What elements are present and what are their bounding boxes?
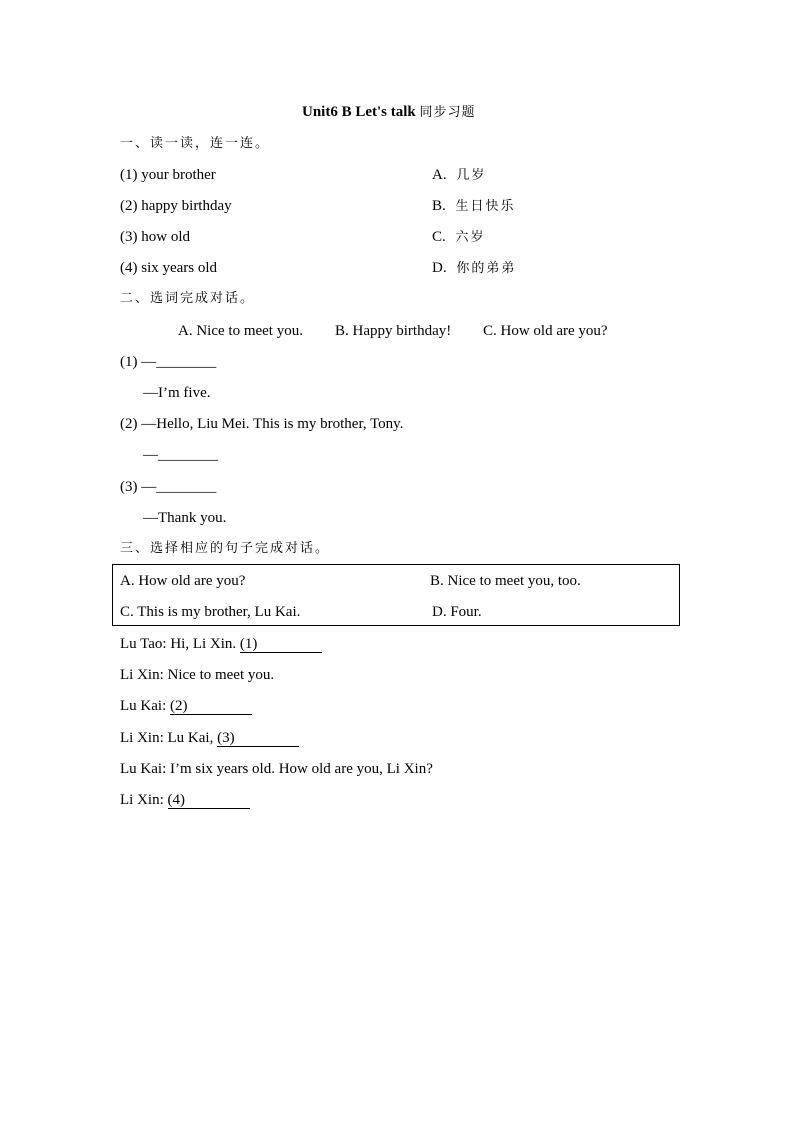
match-right-c (432, 228, 486, 247)
match-left-3: (3) how old (120, 229, 190, 245)
dialogue2-line-2: —I’m five. (143, 385, 211, 401)
dialogue3-line-6 (120, 791, 250, 809)
title-suffix: 同步习题 (419, 105, 476, 120)
match-left-2: (2) happy birthday (120, 198, 232, 214)
match-right-a-text: 几岁 (456, 168, 487, 183)
dialogue2-line-5: (3) —________ (120, 479, 217, 495)
option-b: B. Happy birthday! (335, 323, 452, 339)
dialogue3-line-1 (120, 635, 322, 653)
match-left-1: (1) your brother (120, 167, 216, 183)
match-right-a-label: A. (432, 167, 447, 183)
title-main: Unit6 B Let's talk (302, 104, 416, 120)
dialogue3-line-1-text: Lu Tao: Hi, Li Xin. (120, 636, 240, 652)
dialogue2-line-4: —________ (143, 447, 218, 463)
answer-blank-4[interactable]: (4) (168, 792, 250, 809)
page-title (302, 103, 476, 122)
match-right-b-text: 生日快乐 (455, 199, 516, 214)
dialogue3-line-5-text: Lu Kai: I’m six years old. How old are you, Li Xin? (120, 761, 433, 777)
dialogue3-line-2 (120, 666, 274, 684)
match-right-b (432, 197, 516, 216)
box-option-a: A. How old are you? (120, 573, 246, 589)
dialogue3-line-3-text: Lu Kai: (120, 698, 170, 714)
match-right-c-label: C. (432, 229, 446, 245)
box-option-b: B. Nice to meet you, too. (430, 573, 581, 589)
answer-blank-3[interactable]: (3) (217, 730, 299, 747)
dialogue3-line-2-text: Li Xin: Nice to meet you. (120, 667, 275, 683)
match-right-d (432, 259, 516, 278)
match-left-4: (4) six years old (120, 260, 218, 276)
box-option-d: D. Four. (432, 604, 482, 620)
dialogue3-line-4-text: Li Xin: Lu Kai, (120, 730, 218, 746)
section3-heading: 三、选择相应的句子完成对话。 (120, 541, 331, 556)
option-c: C. How old are you? (483, 323, 608, 339)
dialogue3-line-5 (120, 760, 433, 778)
answer-blank-1[interactable]: (1) (240, 636, 322, 653)
box-option-c: C. This is my brother, Lu Kai. (120, 604, 301, 620)
dialogue3-line-6-text: Li Xin: (120, 792, 168, 808)
dialogue2-line-1: (1) —________ (120, 354, 217, 370)
match-right-c-text: 六岁 (455, 230, 486, 245)
dialogue3-line-4 (120, 729, 299, 747)
match-right-d-text: 你的弟弟 (456, 261, 517, 276)
match-right-a (432, 166, 486, 185)
match-right-b-label: B. (432, 198, 446, 214)
option-a: A. Nice to meet you. (178, 323, 303, 339)
dialogue2-line-6: —Thank you. (143, 510, 227, 526)
match-right-d-label: D. (432, 260, 447, 276)
section1-heading: 一、读一读，连一连。 (120, 136, 271, 151)
section2-heading: 二、选词完成对话。 (120, 291, 256, 306)
dialogue3-line-3 (120, 697, 252, 715)
dialogue2-line-3: (2) —Hello, Liu Mei. This is my brother, Tony. (120, 416, 404, 432)
answer-blank-2[interactable]: (2) (170, 698, 252, 715)
